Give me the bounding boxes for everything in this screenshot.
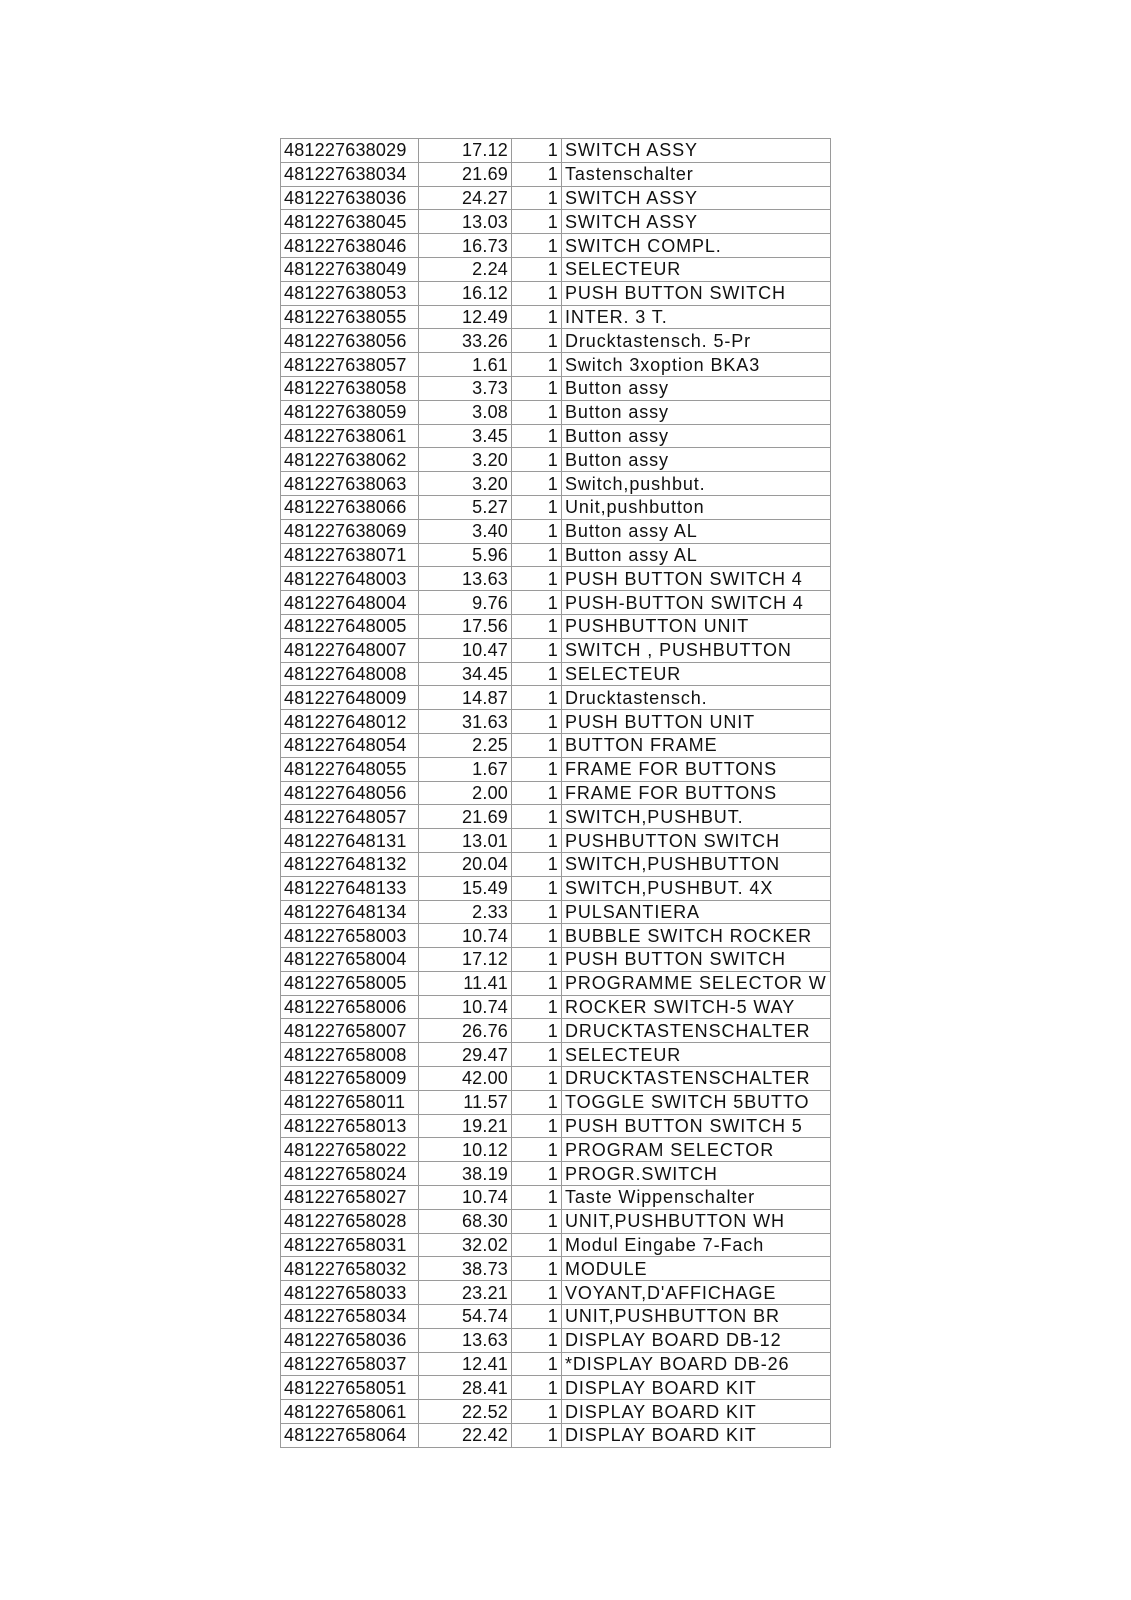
quantity-cell: 1 xyxy=(512,329,562,353)
price-cell: 13.01 xyxy=(419,829,512,853)
description-cell: Switch 3xoption BKA3 xyxy=(562,353,831,377)
table-row xyxy=(281,1162,831,1186)
parts-price-table xyxy=(280,138,831,1448)
table-row xyxy=(281,234,831,258)
part-number-cell: 481227648005 xyxy=(281,614,419,638)
price-cell: 1.67 xyxy=(419,757,512,781)
part-number-cell: 481227658027 xyxy=(281,1186,419,1210)
quantity-cell: 1 xyxy=(512,1400,562,1424)
table-row xyxy=(281,186,831,210)
price-cell: 3.20 xyxy=(419,472,512,496)
description-cell: DISPLAY BOARD KIT xyxy=(562,1424,831,1448)
table-row xyxy=(281,733,831,757)
part-number-cell: 481227638045 xyxy=(281,210,419,234)
quantity-cell: 1 xyxy=(512,186,562,210)
price-cell: 42.00 xyxy=(419,1067,512,1091)
part-number-cell: 481227658006 xyxy=(281,995,419,1019)
description-cell: FRAME FOR BUTTONS xyxy=(562,781,831,805)
description-cell: Button assy xyxy=(562,448,831,472)
description-cell: PULSANTIERA xyxy=(562,900,831,924)
quantity-cell: 1 xyxy=(512,805,562,829)
table-row xyxy=(281,591,831,615)
part-number-cell: 481227648054 xyxy=(281,733,419,757)
description-cell: DISPLAY BOARD KIT xyxy=(562,1400,831,1424)
part-number-cell: 481227658032 xyxy=(281,1257,419,1281)
part-number-cell: 481227648009 xyxy=(281,686,419,710)
table-row xyxy=(281,948,831,972)
price-cell: 15.49 xyxy=(419,876,512,900)
description-cell: SELECTEUR xyxy=(562,1043,831,1067)
quantity-cell: 1 xyxy=(512,1067,562,1091)
price-cell: 10.12 xyxy=(419,1138,512,1162)
table-row xyxy=(281,971,831,995)
quantity-cell: 1 xyxy=(512,162,562,186)
part-number-cell: 481227658004 xyxy=(281,948,419,972)
part-number-cell: 481227648004 xyxy=(281,591,419,615)
price-cell: 10.47 xyxy=(419,638,512,662)
price-cell: 54.74 xyxy=(419,1305,512,1329)
table-row xyxy=(281,995,831,1019)
quantity-cell: 1 xyxy=(512,876,562,900)
quantity-cell: 1 xyxy=(512,1352,562,1376)
table-row xyxy=(281,1090,831,1114)
quantity-cell: 1 xyxy=(512,376,562,400)
price-cell: 20.04 xyxy=(419,852,512,876)
price-cell: 13.03 xyxy=(419,210,512,234)
part-number-cell: 481227658003 xyxy=(281,924,419,948)
description-cell: TOGGLE SWITCH 5BUTTO xyxy=(562,1090,831,1114)
quantity-cell: 1 xyxy=(512,1186,562,1210)
price-cell: 12.49 xyxy=(419,305,512,329)
description-cell: INTER. 3 T. xyxy=(562,305,831,329)
part-number-cell: 481227638034 xyxy=(281,162,419,186)
description-cell: Button assy xyxy=(562,400,831,424)
table-row xyxy=(281,1019,831,1043)
price-cell: 3.45 xyxy=(419,424,512,448)
description-cell: PUSH BUTTON UNIT xyxy=(562,710,831,734)
table-row xyxy=(281,900,831,924)
price-cell: 68.30 xyxy=(419,1209,512,1233)
table-row xyxy=(281,424,831,448)
table-row xyxy=(281,781,831,805)
part-number-cell: 481227638053 xyxy=(281,281,419,305)
description-cell: *DISPLAY BOARD DB-26 xyxy=(562,1352,831,1376)
part-number-cell: 481227658007 xyxy=(281,1019,419,1043)
quantity-cell: 1 xyxy=(512,733,562,757)
description-cell: PROGRAMME SELECTOR W xyxy=(562,971,831,995)
part-number-cell: 481227648055 xyxy=(281,757,419,781)
price-cell: 11.57 xyxy=(419,1090,512,1114)
description-cell: PUSHBUTTON SWITCH xyxy=(562,829,831,853)
quantity-cell: 1 xyxy=(512,139,562,163)
table-row xyxy=(281,162,831,186)
price-cell: 3.20 xyxy=(419,448,512,472)
quantity-cell: 1 xyxy=(512,1114,562,1138)
description-cell: BUTTON FRAME xyxy=(562,733,831,757)
description-cell: Button assy AL xyxy=(562,543,831,567)
part-number-cell: 481227638066 xyxy=(281,495,419,519)
part-number-cell: 481227638062 xyxy=(281,448,419,472)
part-number-cell: 481227658028 xyxy=(281,1209,419,1233)
quantity-cell: 1 xyxy=(512,1233,562,1257)
quantity-cell: 1 xyxy=(512,900,562,924)
price-cell: 10.74 xyxy=(419,1186,512,1210)
table-row xyxy=(281,1043,831,1067)
table-row xyxy=(281,543,831,567)
price-cell: 16.73 xyxy=(419,234,512,258)
part-number-cell: 481227658024 xyxy=(281,1162,419,1186)
price-cell: 17.12 xyxy=(419,948,512,972)
table-row xyxy=(281,305,831,329)
part-number-cell: 481227658031 xyxy=(281,1233,419,1257)
description-cell: SELECTEUR xyxy=(562,662,831,686)
table-row xyxy=(281,662,831,686)
description-cell: VOYANT,D'AFFICHAGE xyxy=(562,1281,831,1305)
description-cell: SELECTEUR xyxy=(562,257,831,281)
table-row xyxy=(281,1376,831,1400)
part-number-cell: 481227648008 xyxy=(281,662,419,686)
description-cell: Button assy AL xyxy=(562,519,831,543)
part-number-cell: 481227658008 xyxy=(281,1043,419,1067)
quantity-cell: 1 xyxy=(512,234,562,258)
price-cell: 5.27 xyxy=(419,495,512,519)
part-number-cell: 481227658036 xyxy=(281,1328,419,1352)
table-row xyxy=(281,1114,831,1138)
quantity-cell: 1 xyxy=(512,519,562,543)
table-row xyxy=(281,1233,831,1257)
table-row xyxy=(281,1186,831,1210)
price-cell: 19.21 xyxy=(419,1114,512,1138)
quantity-cell: 1 xyxy=(512,1281,562,1305)
price-cell: 29.47 xyxy=(419,1043,512,1067)
description-cell: PUSH BUTTON SWITCH 5 xyxy=(562,1114,831,1138)
description-cell: SWITCH,PUSHBUT. xyxy=(562,805,831,829)
quantity-cell: 1 xyxy=(512,757,562,781)
table-row xyxy=(281,353,831,377)
quantity-cell: 1 xyxy=(512,686,562,710)
table-row xyxy=(281,829,831,853)
part-number-cell: 481227658009 xyxy=(281,1067,419,1091)
quantity-cell: 1 xyxy=(512,495,562,519)
quantity-cell: 1 xyxy=(512,281,562,305)
description-cell: UNIT,PUSHBUTTON BR xyxy=(562,1305,831,1329)
quantity-cell: 1 xyxy=(512,210,562,234)
price-cell: 10.74 xyxy=(419,995,512,1019)
quantity-cell: 1 xyxy=(512,995,562,1019)
table-row xyxy=(281,1328,831,1352)
quantity-cell: 1 xyxy=(512,1090,562,1114)
description-cell: PUSH BUTTON SWITCH xyxy=(562,948,831,972)
part-number-cell: 481227638071 xyxy=(281,543,419,567)
description-cell: PUSH-BUTTON SWITCH 4 xyxy=(562,591,831,615)
price-cell: 21.69 xyxy=(419,805,512,829)
quantity-cell: 1 xyxy=(512,710,562,734)
quantity-cell: 1 xyxy=(512,1328,562,1352)
part-number-cell: 481227648012 xyxy=(281,710,419,734)
part-number-cell: 481227638058 xyxy=(281,376,419,400)
quantity-cell: 1 xyxy=(512,543,562,567)
description-cell: SWITCH , PUSHBUTTON xyxy=(562,638,831,662)
description-cell: MODULE xyxy=(562,1257,831,1281)
quantity-cell: 1 xyxy=(512,472,562,496)
part-number-cell: 481227648057 xyxy=(281,805,419,829)
price-cell: 26.76 xyxy=(419,1019,512,1043)
description-cell: SWITCH ASSY xyxy=(562,210,831,234)
table-row xyxy=(281,519,831,543)
table-row xyxy=(281,1138,831,1162)
table-row xyxy=(281,710,831,734)
table-row xyxy=(281,139,831,163)
price-cell: 2.00 xyxy=(419,781,512,805)
table-row xyxy=(281,329,831,353)
description-cell: Button assy xyxy=(562,376,831,400)
table-row xyxy=(281,757,831,781)
description-cell: Drucktastensch. 5-Pr xyxy=(562,329,831,353)
price-cell: 16.12 xyxy=(419,281,512,305)
price-cell: 38.73 xyxy=(419,1257,512,1281)
table-row xyxy=(281,876,831,900)
description-cell: DRUCKTASTENSCHALTER xyxy=(562,1019,831,1043)
part-number-cell: 481227648132 xyxy=(281,852,419,876)
table-row xyxy=(281,376,831,400)
table-row xyxy=(281,614,831,638)
quantity-cell: 1 xyxy=(512,353,562,377)
description-cell: PUSH BUTTON SWITCH xyxy=(562,281,831,305)
table-row xyxy=(281,1281,831,1305)
quantity-cell: 1 xyxy=(512,1019,562,1043)
quantity-cell: 1 xyxy=(512,1162,562,1186)
part-number-cell: 481227658037 xyxy=(281,1352,419,1376)
table-row xyxy=(281,210,831,234)
part-number-cell: 481227648134 xyxy=(281,900,419,924)
quantity-cell: 1 xyxy=(512,400,562,424)
part-number-cell: 481227638046 xyxy=(281,234,419,258)
part-number-cell: 481227658061 xyxy=(281,1400,419,1424)
price-cell: 11.41 xyxy=(419,971,512,995)
part-number-cell: 481227638057 xyxy=(281,353,419,377)
price-cell: 28.41 xyxy=(419,1376,512,1400)
price-cell: 33.26 xyxy=(419,329,512,353)
description-cell: Drucktastensch. xyxy=(562,686,831,710)
description-cell: FRAME FOR BUTTONS xyxy=(562,757,831,781)
price-cell: 2.33 xyxy=(419,900,512,924)
price-cell: 2.24 xyxy=(419,257,512,281)
price-cell: 3.40 xyxy=(419,519,512,543)
table-row xyxy=(281,1352,831,1376)
quantity-cell: 1 xyxy=(512,257,562,281)
description-cell: BUBBLE SWITCH ROCKER xyxy=(562,924,831,948)
quantity-cell: 1 xyxy=(512,638,562,662)
description-cell: Button assy xyxy=(562,424,831,448)
price-cell: 17.56 xyxy=(419,614,512,638)
quantity-cell: 1 xyxy=(512,448,562,472)
price-cell: 14.87 xyxy=(419,686,512,710)
description-cell: DISPLAY BOARD KIT xyxy=(562,1376,831,1400)
part-number-cell: 481227638056 xyxy=(281,329,419,353)
description-cell: ROCKER SWITCH-5 WAY xyxy=(562,995,831,1019)
quantity-cell: 1 xyxy=(512,567,562,591)
price-cell: 9.76 xyxy=(419,591,512,615)
description-cell: Unit,pushbutton xyxy=(562,495,831,519)
price-cell: 13.63 xyxy=(419,567,512,591)
quantity-cell: 1 xyxy=(512,829,562,853)
table-row xyxy=(281,257,831,281)
part-number-cell: 481227648003 xyxy=(281,567,419,591)
price-cell: 22.52 xyxy=(419,1400,512,1424)
price-cell: 2.25 xyxy=(419,733,512,757)
parts-table-body xyxy=(281,139,831,1448)
quantity-cell: 1 xyxy=(512,591,562,615)
part-number-cell: 481227658013 xyxy=(281,1114,419,1138)
description-cell: PROGR.SWITCH xyxy=(562,1162,831,1186)
table-row xyxy=(281,472,831,496)
quantity-cell: 1 xyxy=(512,1209,562,1233)
table-row xyxy=(281,400,831,424)
quantity-cell: 1 xyxy=(512,1138,562,1162)
description-cell: PROGRAM SELECTOR xyxy=(562,1138,831,1162)
part-number-cell: 481227658034 xyxy=(281,1305,419,1329)
part-number-cell: 481227648056 xyxy=(281,781,419,805)
part-number-cell: 481227638029 xyxy=(281,139,419,163)
part-number-cell: 481227648133 xyxy=(281,876,419,900)
table-row xyxy=(281,567,831,591)
price-cell: 12.41 xyxy=(419,1352,512,1376)
price-cell: 31.63 xyxy=(419,710,512,734)
price-cell: 17.12 xyxy=(419,139,512,163)
price-cell: 5.96 xyxy=(419,543,512,567)
quantity-cell: 1 xyxy=(512,662,562,686)
quantity-cell: 1 xyxy=(512,948,562,972)
description-cell: SWITCH ASSY xyxy=(562,186,831,210)
part-number-cell: 481227638069 xyxy=(281,519,419,543)
part-number-cell: 481227658051 xyxy=(281,1376,419,1400)
part-number-cell: 481227658064 xyxy=(281,1424,419,1448)
table-row xyxy=(281,1400,831,1424)
price-cell: 3.73 xyxy=(419,376,512,400)
part-number-cell: 481227638036 xyxy=(281,186,419,210)
quantity-cell: 1 xyxy=(512,924,562,948)
description-cell: Taste Wippenschalter xyxy=(562,1186,831,1210)
table-row xyxy=(281,1257,831,1281)
table-row xyxy=(281,638,831,662)
quantity-cell: 1 xyxy=(512,305,562,329)
part-number-cell: 481227658011 xyxy=(281,1090,419,1114)
price-cell: 38.19 xyxy=(419,1162,512,1186)
table-row xyxy=(281,686,831,710)
table-row xyxy=(281,924,831,948)
quantity-cell: 1 xyxy=(512,1043,562,1067)
table-row xyxy=(281,281,831,305)
description-cell: SWITCH ASSY xyxy=(562,139,831,163)
price-cell: 21.69 xyxy=(419,162,512,186)
quantity-cell: 1 xyxy=(512,614,562,638)
price-cell: 24.27 xyxy=(419,186,512,210)
table-row xyxy=(281,1067,831,1091)
description-cell: SWITCH,PUSHBUT. 4X xyxy=(562,876,831,900)
quantity-cell: 1 xyxy=(512,1257,562,1281)
description-cell: Modul Eingabe 7-Fach xyxy=(562,1233,831,1257)
price-cell: 13.63 xyxy=(419,1328,512,1352)
quantity-cell: 1 xyxy=(512,781,562,805)
price-cell: 3.08 xyxy=(419,400,512,424)
price-cell: 10.74 xyxy=(419,924,512,948)
table-row xyxy=(281,1209,831,1233)
part-number-cell: 481227638063 xyxy=(281,472,419,496)
part-number-cell: 481227658005 xyxy=(281,971,419,995)
part-number-cell: 481227658022 xyxy=(281,1138,419,1162)
price-cell: 34.45 xyxy=(419,662,512,686)
quantity-cell: 1 xyxy=(512,1305,562,1329)
description-cell: PUSH BUTTON SWITCH 4 xyxy=(562,567,831,591)
part-number-cell: 481227648007 xyxy=(281,638,419,662)
description-cell: DISPLAY BOARD DB-12 xyxy=(562,1328,831,1352)
part-number-cell: 481227638059 xyxy=(281,400,419,424)
table-row xyxy=(281,805,831,829)
description-cell: UNIT,PUSHBUTTON WH xyxy=(562,1209,831,1233)
part-number-cell: 481227638055 xyxy=(281,305,419,329)
description-cell: Tastenschalter xyxy=(562,162,831,186)
quantity-cell: 1 xyxy=(512,971,562,995)
price-cell: 1.61 xyxy=(419,353,512,377)
part-number-cell: 481227638049 xyxy=(281,257,419,281)
description-cell: SWITCH,PUSHBUTTON xyxy=(562,852,831,876)
part-number-cell: 481227658033 xyxy=(281,1281,419,1305)
table-row xyxy=(281,1305,831,1329)
part-number-cell: 481227648131 xyxy=(281,829,419,853)
price-cell: 32.02 xyxy=(419,1233,512,1257)
description-cell: Switch,pushbut. xyxy=(562,472,831,496)
description-cell: PUSHBUTTON UNIT xyxy=(562,614,831,638)
quantity-cell: 1 xyxy=(512,852,562,876)
part-number-cell: 481227638061 xyxy=(281,424,419,448)
description-cell: DRUCKTASTENSCHALTER xyxy=(562,1067,831,1091)
table-row xyxy=(281,448,831,472)
quantity-cell: 1 xyxy=(512,424,562,448)
table-row xyxy=(281,852,831,876)
table-row xyxy=(281,495,831,519)
description-cell: SWITCH COMPL. xyxy=(562,234,831,258)
price-cell: 22.42 xyxy=(419,1424,512,1448)
quantity-cell: 1 xyxy=(512,1376,562,1400)
table-row xyxy=(281,1424,831,1448)
price-cell: 23.21 xyxy=(419,1281,512,1305)
quantity-cell: 1 xyxy=(512,1424,562,1448)
